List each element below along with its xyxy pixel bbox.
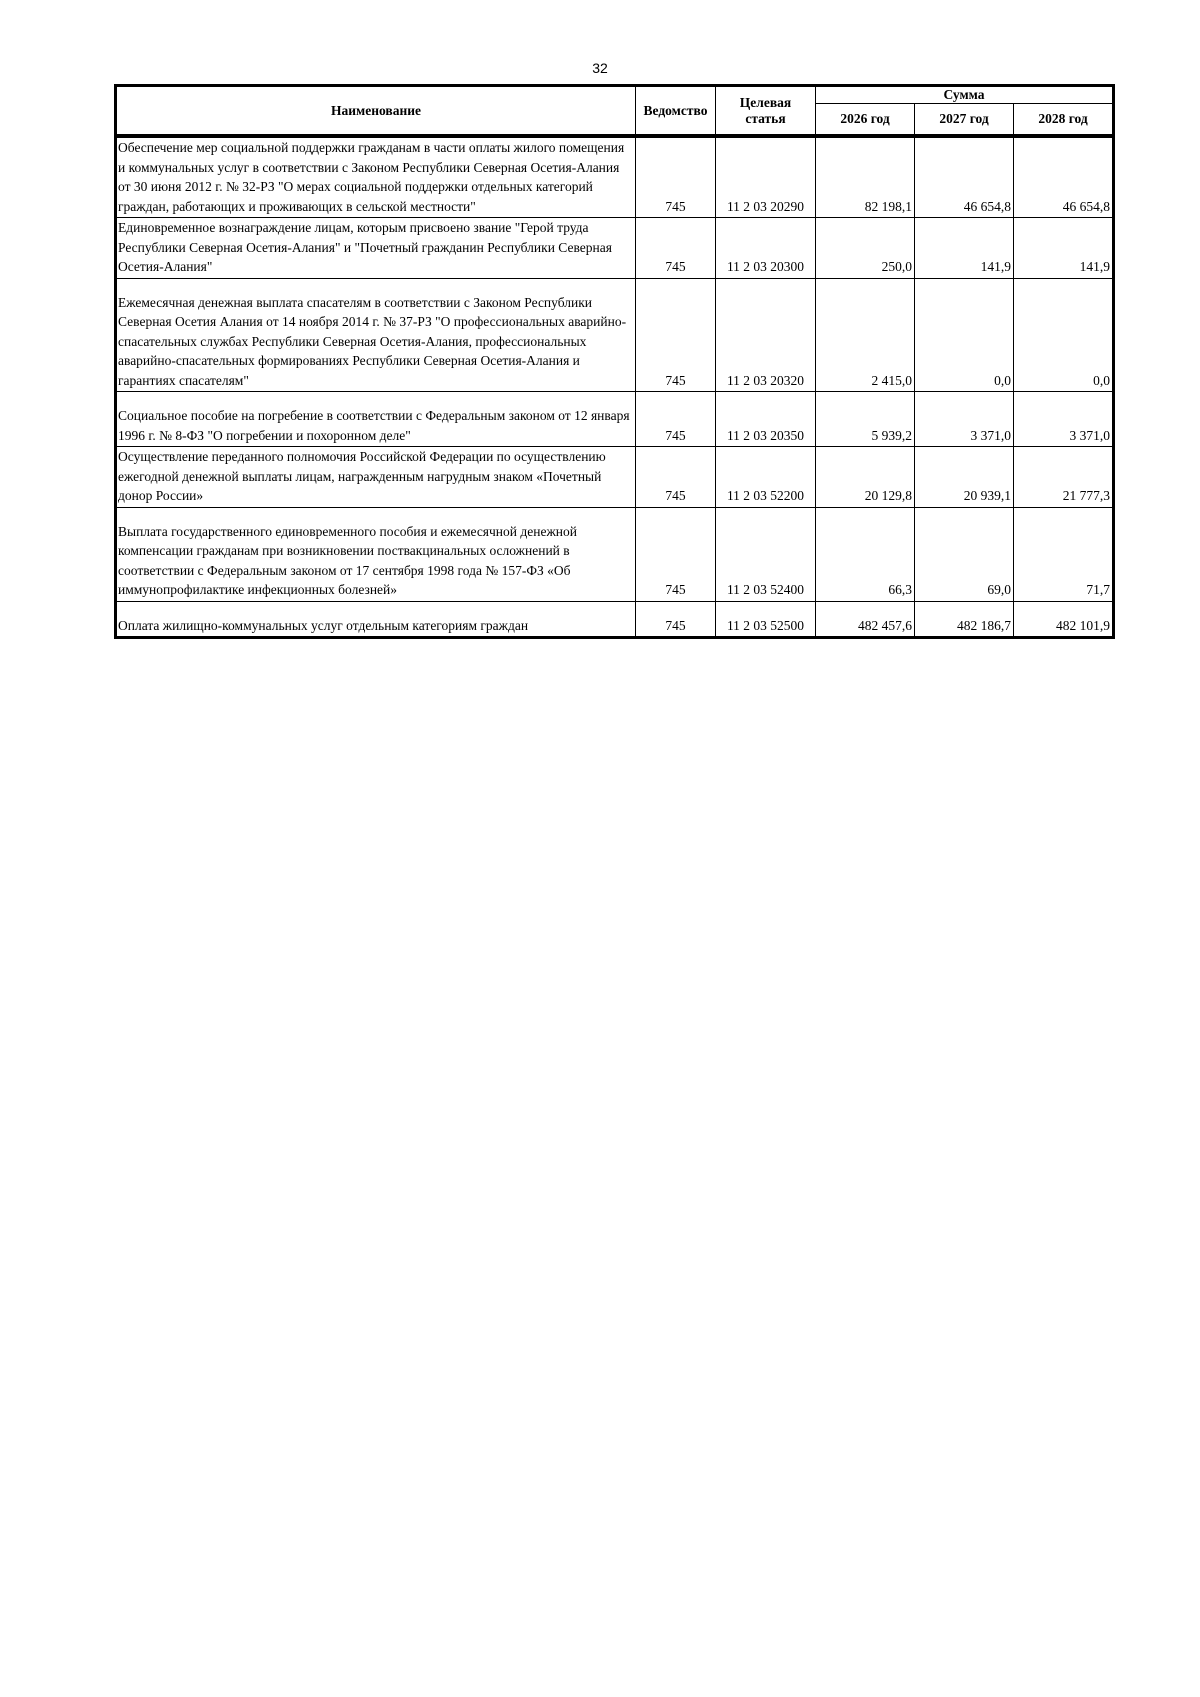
row-target-article: 11 2 03 52400	[716, 507, 816, 601]
row-amount-2027: 141,9	[915, 218, 1014, 279]
table-row	[116, 601, 1114, 638]
row-amount-2028: 3 371,0	[1014, 392, 1114, 447]
table-row	[116, 447, 1114, 508]
row-department: 745	[636, 447, 716, 508]
row-amount-2026: 2 415,0	[816, 278, 915, 392]
header-year-2026: 2026 год	[816, 104, 915, 137]
table-row	[116, 507, 1114, 601]
row-amount-2027: 46 654,8	[915, 136, 1014, 218]
row-name: Оплата жилищно-коммунальных услуг отдельным категориям граждан	[116, 601, 636, 638]
row-target-article: 11 2 03 20350	[716, 392, 816, 447]
row-amount-2028: 71,7	[1014, 507, 1114, 601]
row-department: 745	[636, 136, 716, 218]
row-name: Осуществление переданного полномочия Российской Федерации по осуществлению ежегодной денежной выплаты лицам, награжденным нагрудным знаком «Почетный донор России»	[116, 447, 636, 508]
row-department: 745	[636, 507, 716, 601]
table-row	[116, 136, 1114, 218]
row-name: Единовременное вознаграждение лицам, которым присвоено звание "Герой труда Республики Северная Осетия-Алания" и "Почетный гражданин Республики Северная Осетия-Алания"	[116, 218, 636, 279]
row-amount-2027: 20 939,1	[915, 447, 1014, 508]
row-amount-2027: 482 186,7	[915, 601, 1014, 638]
row-name: Выплата государственного единовременного пособия и ежемесячной денежной компенсации гражданам при возникновении поствакцинальных осложнений в соответствии с Федеральным законом от 17 сентября 1998 года № 157-ФЗ «Об иммунопрофилактике инфекционных болезней»	[116, 507, 636, 601]
row-amount-2028: 141,9	[1014, 218, 1114, 279]
row-target-article: 11 2 03 52500	[716, 601, 816, 638]
header-target-article: Целевая статья	[716, 86, 816, 137]
row-name: Ежемесячная денежная выплата спасателям в соответствии с Законом Республики Северная Осетия Алания от 14 ноября 2014 г. № 37-РЗ "О профессиональных аварийно-спасательных службах Республики Северная Осетия-Алания, профессиональных аварийно-спасательных формированиях Республики Северная Осетия-Алания и гарантиях спасателям"	[116, 278, 636, 392]
row-name: Обеспечение мер социальной поддержки гражданам в части оплаты жилого помещения и коммунальных услуг в соответствии с Законом Республики Северная Осетия-Алания от 30 июня 2012 г. № 32-РЗ "О мерах социальной поддержки отдельных категорий граждан, работающих и проживающих в сельской местности"	[116, 136, 636, 218]
row-department: 745	[636, 392, 716, 447]
row-target-article: 11 2 03 20320	[716, 278, 816, 392]
row-target-article: 11 2 03 20290	[716, 136, 816, 218]
row-amount-2027: 3 371,0	[915, 392, 1014, 447]
row-department: 745	[636, 218, 716, 279]
row-amount-2026: 250,0	[816, 218, 915, 279]
page-number: 32	[592, 60, 608, 76]
row-amount-2027: 69,0	[915, 507, 1014, 601]
row-department: 745	[636, 601, 716, 638]
row-amount-2026: 66,3	[816, 507, 915, 601]
row-target-article: 11 2 03 52200	[716, 447, 816, 508]
header-department: Ведомство	[636, 86, 716, 137]
row-name: Социальное пособие на погребение в соответствии с Федеральным законом от 12 января 1996 г. № 8-ФЗ "О погребении и похоронном деле"	[116, 392, 636, 447]
budget-table	[114, 84, 1115, 639]
table-row	[116, 218, 1114, 279]
header-year-2028: 2028 год	[1014, 104, 1114, 137]
header-year-2027: 2027 год	[915, 104, 1014, 137]
row-department: 745	[636, 278, 716, 392]
table-row	[116, 392, 1114, 447]
row-amount-2028: 46 654,8	[1014, 136, 1114, 218]
row-amount-2026: 20 129,8	[816, 447, 915, 508]
table-row	[116, 278, 1114, 392]
header-name: Наименование	[116, 86, 636, 137]
row-amount-2027: 0,0	[915, 278, 1014, 392]
row-amount-2028: 21 777,3	[1014, 447, 1114, 508]
row-amount-2028: 0,0	[1014, 278, 1114, 392]
row-amount-2028: 482 101,9	[1014, 601, 1114, 638]
header-sum: Сумма	[816, 86, 1114, 104]
row-amount-2026: 5 939,2	[816, 392, 915, 447]
row-target-article: 11 2 03 20300	[716, 218, 816, 279]
row-amount-2026: 82 198,1	[816, 136, 915, 218]
row-amount-2026: 482 457,6	[816, 601, 915, 638]
